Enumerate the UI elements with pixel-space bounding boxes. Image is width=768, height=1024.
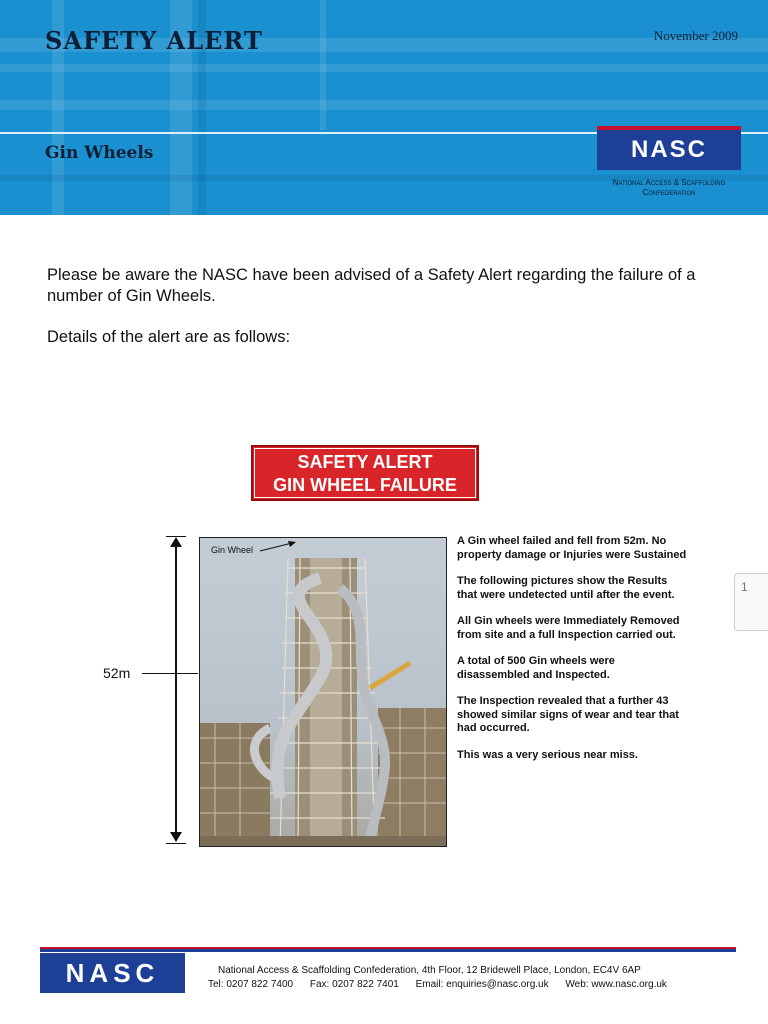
alert-line: SAFETY ALERT	[297, 452, 433, 472]
fact-item: All Gin wheels were Immediately Removed from site and a full Inspection carried out.	[457, 615, 680, 641]
fact-item: A total of 500 Gin wheels were disassembled and Inspected.	[457, 655, 615, 681]
height-label: 52m	[103, 665, 134, 681]
dimension-tick	[142, 673, 198, 674]
banner-pipe	[320, 0, 326, 130]
footer-divider	[40, 947, 736, 952]
dimension-line	[175, 540, 177, 840]
alert-banner	[251, 445, 479, 501]
arrow-down-icon	[170, 832, 182, 842]
fact-item: This was a very serious near miss.	[457, 748, 638, 761]
tower-photo	[199, 537, 447, 847]
page-number-tab[interactable]: 1	[734, 573, 768, 631]
footer-contacts	[208, 979, 667, 990]
footer-logo-text: NASC	[65, 957, 160, 988]
dimension-cap	[166, 843, 186, 844]
issue-date: November 2009	[653, 28, 738, 43]
alert-line: GIN WHEEL FAILURE	[273, 475, 457, 495]
fact-item: The following pictures show the Results that were undetected until after the event.	[457, 575, 675, 601]
footer-address: National Access & Scaffolding Confederation, 4th Floor, 12 Bridewell Place, London, EC4V 6AP	[218, 965, 641, 976]
intro-paragraph: Please be aware the NASC have been advised of a Safety Alert regarding the failure of a number of Gin Wheels.	[47, 266, 696, 305]
nasc-logo	[597, 126, 741, 170]
details-heading: Details of the alert are as follows:	[47, 328, 291, 346]
alert-facts	[457, 535, 687, 775]
nasc-logo-caption-line: Confederation	[642, 188, 696, 197]
page-subtitle: Gin Wheels	[45, 143, 154, 163]
scaffold-tower-illustration	[200, 538, 447, 847]
page-title: SAFETY ALERT	[45, 26, 263, 55]
footer-web[interactable]: Web: www.nasc.org.uk	[565, 979, 667, 990]
banner-pipe	[0, 100, 768, 110]
nasc-logo-text: NASC	[630, 136, 707, 163]
footer-email[interactable]: Email: enquiries@nasc.org.uk	[415, 979, 549, 990]
fact-item: A Gin wheel failed and fell from 52m. No property damage or Injuries were Sustained	[457, 535, 687, 561]
footer-tel: Tel: 0207 822 7400	[208, 979, 294, 990]
footer-nasc-logo	[40, 953, 185, 993]
nasc-logo-caption	[590, 178, 748, 198]
fact-item: The Inspection revealed that a further 43 showed similar signs of wear and tear that had occurred.	[457, 695, 679, 734]
footer-fax: Fax: 0207 822 7401	[309, 979, 399, 990]
pointer-arrow-icon	[258, 540, 298, 554]
gin-wheel-label: Gin Wheel	[211, 545, 254, 555]
nasc-logo-caption-line: National Access & Scaffolding	[612, 178, 726, 187]
banner-pipe	[0, 64, 768, 72]
